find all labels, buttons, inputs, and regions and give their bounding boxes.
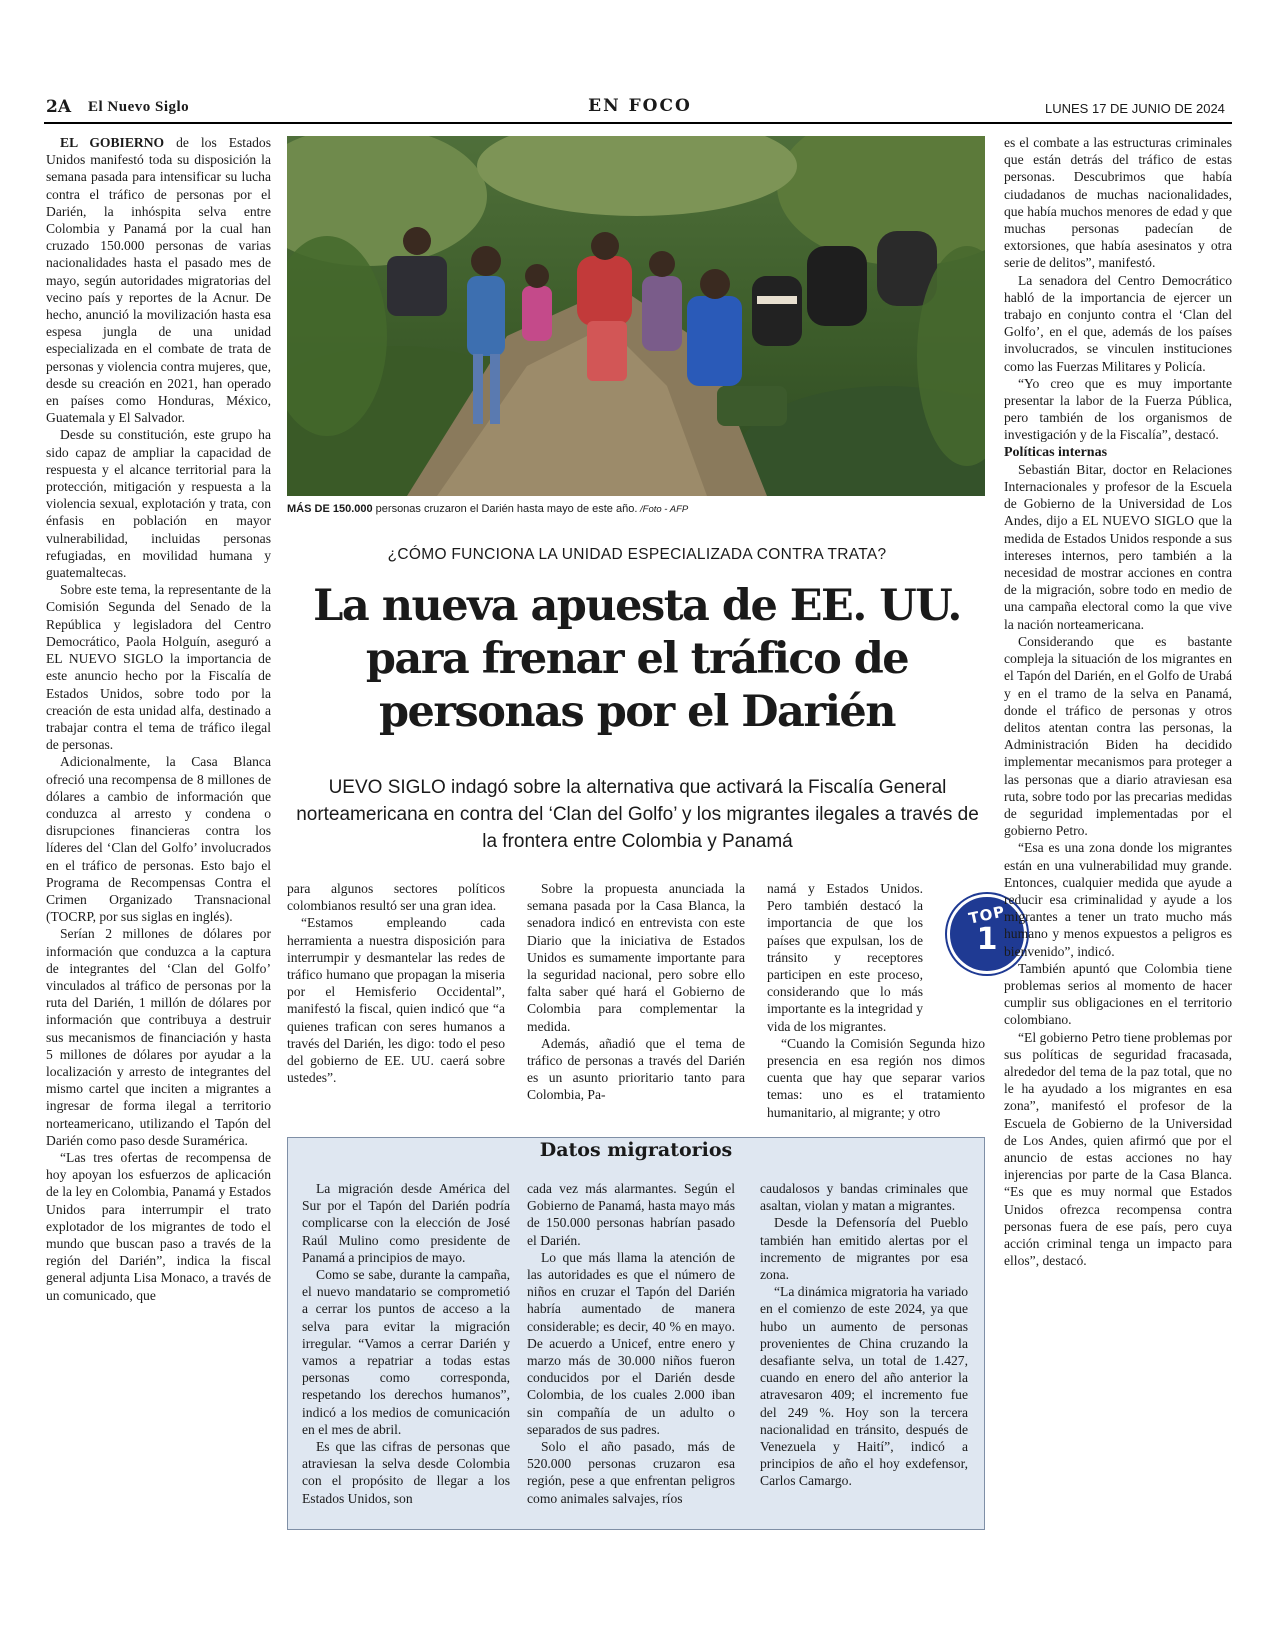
paragraph: También apuntó que Colombia tiene problemas serios al momento de hacer cumplir sus obligaciones en el territorio colombiano. (1004, 960, 1232, 1028)
subheading: Políticas internas (1004, 444, 1108, 460)
caption-lead: MÁS DE 150.000 (287, 503, 373, 515)
paragraph: caudalosos y bandas criminales que asaltan, violan y matan a migrantes. (760, 1181, 968, 1214)
page-number: 2A (46, 97, 72, 117)
article-column-5 (1004, 134, 1232, 1269)
paragraph: Como se sabe, durante la campaña, el nuevo mandatario se comprometió a cerrar los puntos de acceso a la selva para evitar la migración irregular. “Vamos a cerrar Darién y vamos a repatriar a todas estas personas como corresponda, respetando los derechos humanos”, indicó a los medios de comunicación en el mes de abril. (302, 1267, 510, 1437)
paragraph: Desde la Defensoría del Pueblo también han emitido alertas por el incremento de migrantes por esa zona. (760, 1215, 968, 1283)
paragraph: Adicionalmente, la Casa Blanca ofreció una recompensa de 8 millones de dólares a cambio de información que conduzca al arresto y condena o disrupciones financieras contra los líderes del ‘Clan del Golfo’ involucrados en el tráfico de personas. Esto bajo el Programa de Recompensas Contra el Crimen Organizado Transnacional (TOCRP, por sus siglas en inglés). (46, 754, 271, 925)
box-column-3 (760, 1180, 968, 1490)
paragraph: de los Estados Unidos manifestó toda su disposición la semana pasada para intensificar su lucha contra el tráfico de personas por el Darién, la inhóspita selva entre Colombia y Panamá por la cual han cruzado 150.000 personas de varias nacionalidades hasta el pasado mes de mayo, según autoridades migratorias del vecino país y reportes de la Acnur. De hecho, anunció la movilización hasta esa espesa jungla de una unidad especializada en el combate de trata de personas y violencia contra mujeres, que, desde su creación en 2021, han operado en países como Honduras, México, Guatemala y El Salvador. (46, 135, 271, 426)
paragraph: Sobre la propuesta anunciada la semana pasada por la Casa Blanca, la senadora indicó en entrevista con este Diario que la iniciativa de Estados Unidos es sumamente importante para la seguridad nacional, pero sobre ello falta saber qué hará el Gobierno de Colombia para complementar la medida. (527, 881, 745, 1034)
paragraph: “Cuando la Comisión Segunda hizo presencia en esa región nos dimos cuenta que hay que separar varios temas: uno es el tratamiento humanitario, al migrante; y otro (767, 1035, 985, 1120)
header-rule (44, 122, 1232, 124)
paragraph: La migración desde América del Sur por el Tapón del Darién podría complicarse con la elección de José Raúl Mulino como presidente de Panamá a principios de mayo. (302, 1181, 510, 1265)
article-column-1 (46, 134, 271, 1304)
article-column-2 (287, 880, 505, 1086)
paragraph: Lo que más llama la atención de las autoridades es que el número de niños en cruzar el Tapón del Darién habría aumentado de manera considerable; es decir, 40 % en mayo. De acuerdo a Unicef, entre enero y marzo más de 30.000 niños fueron conducidos por el Darién desde Colombia, de los cuales 2.000 iban sin compañía de un adulto o separados de sus padres. (527, 1249, 735, 1437)
paragraph: Desde su constitución, este grupo ha sido capaz de ampliar la capacidad de respuesta y el alcance territorial para la protección, mitigación y respuesta a la violencia sexual, explotación y trata, con énfasis en población en mayor vulnerabilidad, incluidas personas refugiadas, en movilidad humana y guatemaltecas. (46, 427, 271, 581)
box-column-2 (527, 1180, 735, 1507)
article-kicker: ¿CÓMO FUNCIONA LA UNIDAD ESPECIALIZADA CONTRA TRATA? (387, 546, 887, 563)
paragraph: “El gobierno Petro tiene problemas por sus políticas de seguridad fracasada, alrededor del tema de la paz total, que no le ha ayudado a los migrantes en esa zona”, manifestó el profesor de la Escuela de Gobierno de la Universidad de Los Andes, quien afirmó que por el anuncio de estas acciones no hay injerencias por parte de la Casa Blanca. “Es que es muy normal que Estados Unidos ofrezca recompensa contra personas fuera de ese país, pero cuya acción criminal tenga un impacto para ellos”, destacó. (1004, 1029, 1232, 1269)
paragraph: Solo el año pasado, más de 520.000 personas cruzaron esa región, pese a que enfrentan peligros como animales salvajes, ríos (527, 1439, 735, 1506)
paragraph: Serían 2 millones de dólares por información que conduzca a la captura de integrantes del ‘Clan del Golfo’ vinculados al tráfico de personas por la ruta del Darién, 1 millón de dólares por información que contribuya a destruir sus mecanismos de financiación y hasta 5 millones de dólares por ayudar a la localización y arresto de integrantes del mismo cartel que inciten a migrantes a ingresar de forma ilegal a territorio norteamericano, utilizando el Tapón del Darién como paso desde Suramérica. (46, 926, 271, 1148)
paragraph: “Las tres ofertas de recompensa de hoy apoyan los esfuerzos de aplicación de la ley en Colombia, Panamá y Estados Unidos para interrumpir el trato explotador de los migrantes de todo el mundo que buscan paso a través de la región del Darién”, indica la fiscal general adjunta Lisa Monaco, a través de un comunicado, que (46, 1149, 272, 1303)
paragraph: es el combate a las estructuras criminales que están detrás del tráfico de estas personas. Descubrimos que había ciudadanos de muchas nacionalidades, que había muchos menores de edad y que muchas personas padecían de extorsiones, que había asesinatos y otra serie de delitos”, manifestó. (1004, 135, 1232, 271)
box-column-1 (302, 1180, 510, 1507)
issue-date: LUNES 17 DE JUNIO DE 2024 (1045, 101, 1225, 116)
article-lead: EL GOBIERNO (60, 135, 165, 150)
photo-caption (287, 503, 987, 515)
migrants-jungle-photo (287, 136, 985, 496)
paragraph: Sebastián Bitar, doctor en Relaciones Internacionales y profesor de la Escuela de Gobierno de la Universidad de Los Andes, dijo a EL NUEVO SIGLO que la medida de Estados Unidos responde a sus intereses internos, pero también a la necesidad de mostrar acciones en contra de la migración, sobre todo en medio de una campaña electoral como la que vive la nación norteamericana. (1004, 461, 1232, 632)
paragraph: cada vez más alarmantes. Según el Gobierno de Panamá, hasta mayo más de 150.000 personas habrían pasado el Darién. (527, 1181, 735, 1248)
paragraph: “Esa es una zona donde los migrantes están en una vulnerabilidad muy grande. Entonces, cualquier medida que ayude a reducir esa criminalidad y ayude a los migrantes a tener un trato mucho más humano y menos expuestos a peligros es bienvenido”, indicó. (1004, 840, 1232, 959)
article-headline: La nueva apuesta de EE. UU. para frenar el tráfico de personas por el Darién (313, 581, 961, 737)
paragraph: Además, añadió que el tema de tráfico de personas a través del Darién es un asunto prioritario tanto para Colombia, Pa- (527, 1035, 745, 1103)
paragraph: namá y Estados Unidos. Pero también destacó la importancia de que los países que expulsan, los de tránsito y receptores participen en este proceso, considerando que lo más importante es la integridad y vida de los migrantes. (767, 881, 923, 1034)
paragraph: “Yo creo que es muy importante presentar la labor de la Fuerza Pública, pero también de los organismos de investigación y de la Fiscalía”, destacó. (1004, 375, 1232, 443)
paragraph: Considerando que es bastante compleja la situación de los migrantes en el Tapón del Darién, en el Golfo de Urabá y en el tramo de la selva en Panamá, donde el tráfico de personas y otros delitos atentan contra las personas, la Administración Biden ha decidido implementar mecanismos para proteger a las personas que a diario atraviesan esa ruta, sobre todo por las precarias medidas de seguridad implementadas por el gobierno Petro. (1004, 633, 1232, 839)
paragraph: Es que las cifras de personas que atraviesan la selva desde Colombia con el propósito de llegar a los Estados Unidos, son (302, 1439, 510, 1506)
paragraph: “La dinámica migratoria ha variado en el comienzo de este 2024, ya que hubo un aumento de personas provenientes de China cruzando la desafiante selva, un total de 1.427, cuando en enero del año anterior la atravesaron 409; el incremento fue del 249 %. Hoy son la tercera nacionalidad en tránsito, después de Venezuela y Haití”, indicó a principios de año el hoy exdefensor, Carlos Camargo. (760, 1284, 968, 1489)
paragraph: para algunos sectores políticos colombianos resultó ser una gran idea. (287, 881, 505, 914)
caption-text: personas cruzaron el Darién hasta mayo de este año. (372, 503, 638, 515)
badge-number: 1 (976, 922, 998, 957)
badge-top-label: TOP (967, 902, 1007, 928)
section-title: EN FOCO (588, 96, 692, 116)
masthead: El Nuevo Siglo (88, 99, 190, 115)
article-deck: UEVO SIGLO indagó sobre la alternativa que activará la Fiscalía General norteamericana en contra del ‘Clan del Golfo’ y los migrantes ilegales a través de la frontera entre Colombia y Panamá (296, 777, 979, 852)
paragraph: “Estamos empleando cada herramienta a nuestra disposición para interrumpir y desmantelar las redes de tráfico humano que propagan la miseria por el Hemisferio Occidental”, manifestó la fiscal, quien indicó que “a quienes trafican con seres humanos a través del Darién, les digo: todo el peso del gobierno de EE. UU. caerá sobre ustedes”. (287, 915, 505, 1086)
article-column-3 (527, 880, 745, 1104)
sidebar-box-title: Datos migratorios (539, 1139, 733, 1161)
paragraph: La senadora del Centro Democrático habló de la importancia de ejercer un trabajo en conjunto contra el ‘Clan del Golfo’, en el que, además de los países involucrados, se vinculen instituciones como las Fuerzas Militares y Policía. (1004, 272, 1232, 374)
paragraph: Sobre este tema, la representante de la Comisión Segunda del Senado de la República y legisladora del Centro Democrático, Paola Holguín, aseguró a EL NUEVO SIGLO la importancia de este anuncio hecho por la Fiscalía de Estados Unidos, sobre todo por la creación de esta unidad alfa, destinado a trabajar contra el tema de tráfico ilegal de personas. (46, 582, 271, 753)
article-photo (287, 136, 985, 496)
photo-credit: /Foto - AFP (637, 504, 689, 515)
